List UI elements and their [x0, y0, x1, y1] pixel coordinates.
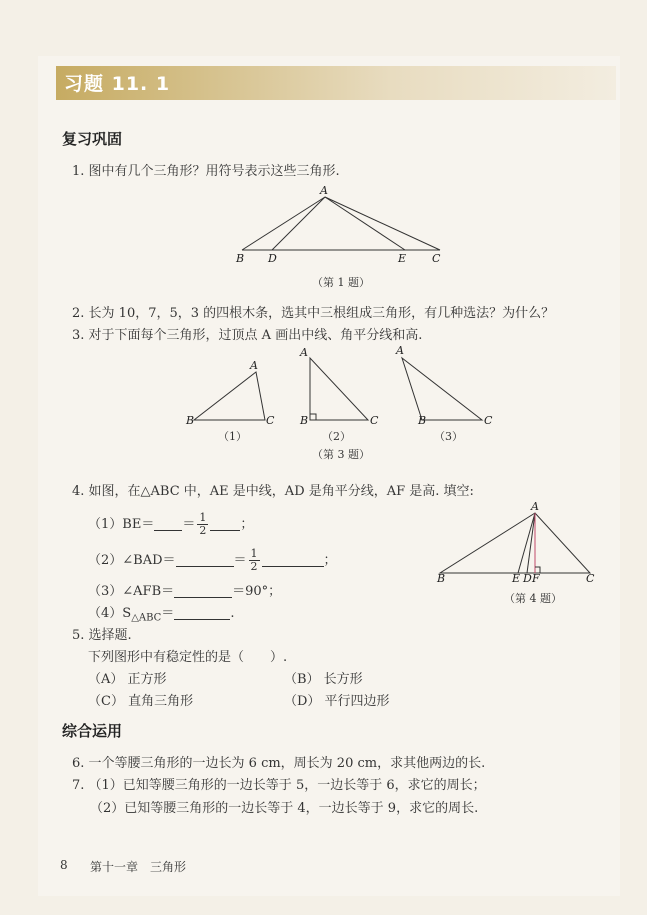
q4-item-4-tail: . — [230, 606, 235, 621]
q4-item-3-prefix: （3）∠AFB＝ — [88, 584, 175, 599]
question-4-text: 4. 如图，在△ABC 中，AE 是中线，AD 是角平分线，AF 是高. 填空: — [72, 484, 474, 499]
q4-item-4-eq: ＝ — [161, 606, 175, 621]
q3-fig3-label-b: B — [418, 414, 427, 427]
q4-item-1-eq: ＝ — [182, 517, 196, 532]
question-3-text: 3. 对于下面每个三角形，过顶点 A 画出中线、角平分线和高. — [72, 328, 423, 343]
q4-item-3 — [88, 580, 281, 599]
q3-fig2-label-c: C — [370, 414, 379, 427]
q1-label-d: D — [268, 252, 277, 265]
q4-label-d: D — [523, 572, 532, 585]
question-7-line-1: 7. （1）已知等腰三角形的一边长等于 5，一边长等于 6，求它的周长； — [72, 778, 486, 793]
question-6-text: 6. 一个等腰三角形的一边长为 6 cm，周长为 20 cm，求其他两边的长. — [72, 756, 486, 771]
q4-blank-2b[interactable] — [262, 553, 324, 567]
q3-fig1-label-b: B — [186, 414, 195, 427]
frac-num: 1 — [250, 547, 258, 560]
question-2-text: 2. 长为 10，7，5，3 的四根木条，选其中三根组成三角形，有几种选法？为什么？ — [72, 306, 555, 321]
q3-fig1-label-c: C — [266, 414, 275, 427]
frac-num: 1 — [199, 511, 207, 524]
figure-q3 — [180, 340, 500, 430]
q5-option-b[interactable]: （B） 长方形 — [284, 672, 363, 687]
q3-caption: （第 3 题） — [312, 448, 370, 461]
question-7-line-2: （2）已知等腰三角形的一边长等于 4，一边长等于 9，求它的周长. — [90, 801, 479, 816]
q3-fig3-caption: （3） — [434, 430, 463, 443]
q1-label-e: E — [398, 252, 407, 265]
question-1-text: 1. 图中有几个三角形？用符号表示这些三角形. — [72, 164, 340, 179]
q4-item-2 — [88, 548, 337, 573]
exercise-title: 习题 11. 1 — [64, 73, 171, 95]
q4-label-a: A — [531, 500, 539, 513]
figure-q1 — [230, 185, 450, 265]
q4-blank-1b[interactable] — [210, 517, 240, 531]
q3-fig2-label-a: A — [300, 346, 308, 359]
page-number: 8 — [60, 858, 68, 872]
q4-item-1-prefix: （1）BE＝ — [88, 517, 155, 532]
q4-label-e: E — [512, 572, 521, 585]
q3-fig2-caption: （2） — [322, 430, 351, 443]
section-title-review: 复习巩固 — [62, 130, 123, 148]
question-5-prompt: 下列图形中有稳定性的是（ ）. — [88, 650, 288, 665]
q3-fig1-label-a: A — [250, 359, 258, 372]
q5-option-a[interactable]: （A） 正方形 — [88, 672, 167, 687]
q4-item-2-prefix: （2）∠BAD＝ — [88, 553, 176, 568]
q4-blank-4[interactable] — [174, 606, 230, 620]
q4-item-1-tail: ； — [240, 517, 254, 532]
frac-den: 2 — [199, 524, 207, 537]
q4-blank-2a[interactable] — [176, 553, 234, 567]
q1-label-a: A — [320, 184, 328, 197]
q4-label-b: B — [437, 572, 446, 585]
q1-caption: （第 1 题） — [312, 276, 370, 289]
q4-item-1 — [88, 512, 253, 537]
q4-label-f: F — [532, 572, 540, 585]
q3-fig3-label-a: A — [396, 344, 404, 357]
q4-blank-1a[interactable] — [154, 517, 182, 531]
section-title-apply: 综合运用 — [62, 722, 123, 740]
q4-fraction-2 — [249, 548, 260, 573]
q4-caption: （第 4 题） — [504, 592, 562, 605]
q4-item-2-eq: ＝ — [233, 553, 247, 568]
q4-item-4-prefix: （4）S — [88, 606, 132, 621]
q4-item-3-tail: ＝90°； — [232, 584, 282, 599]
chapter-title: 第十一章 三角形 — [90, 860, 187, 874]
q4-item-4 — [88, 602, 234, 624]
q4-blank-3[interactable] — [174, 584, 232, 598]
q4-label-c: C — [586, 572, 595, 585]
q4-item-2-tail: ； — [323, 553, 337, 568]
q1-label-b: B — [236, 252, 245, 265]
q4-fraction-1 — [197, 512, 208, 537]
q5-option-d[interactable]: （D） 平行四边形 — [284, 694, 390, 709]
q4-item-4-sub: △ABC — [131, 612, 162, 624]
q3-fig1-caption: （1） — [218, 430, 247, 443]
q3-fig3-label-c: C — [484, 414, 493, 427]
q3-fig2-label-b: B — [300, 414, 309, 427]
frac-den: 2 — [250, 560, 258, 573]
q5-option-c[interactable]: （C） 直角三角形 — [88, 694, 194, 709]
question-5-text: 5. 选择题. — [72, 628, 132, 643]
q1-label-c: C — [432, 252, 441, 265]
